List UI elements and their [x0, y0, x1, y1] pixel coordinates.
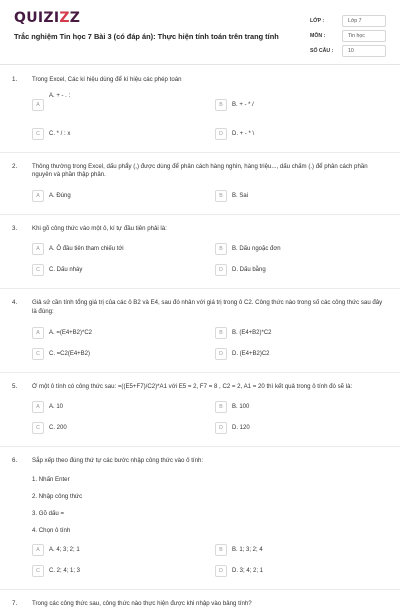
question-6 [0, 457, 400, 577]
option-a[interactable] [32, 190, 205, 202]
step-item: 3. Gõ dấu = [32, 509, 65, 517]
option-letter-box: A [32, 544, 44, 556]
question-number: 2. [12, 162, 18, 170]
option-letter-box: A [32, 243, 44, 255]
option-letter-box: C [32, 128, 44, 140]
option-letter-box: C [32, 348, 44, 360]
page-header [0, 0, 400, 64]
question-number: 7. [12, 599, 18, 607]
question-divider [0, 372, 400, 373]
option-letter-box: D [215, 348, 227, 360]
option-letter-box: B [215, 243, 227, 255]
meta-value-subject: Tin học [342, 30, 386, 42]
option-b[interactable] [215, 401, 388, 413]
option-text: D. Dấu bằng [232, 267, 266, 274]
question-7 [0, 600, 400, 608]
option-text: C. =C2(E4+B2) [49, 350, 91, 357]
document-title: Trắc nghiệm Tin học 7 Bài 3 (có đáp án): Thực hiện tính toán trên trang tính [14, 32, 279, 41]
question-divider [0, 288, 400, 289]
step-item: 4. Chọn ô tính [32, 526, 71, 534]
option-d[interactable] [215, 128, 388, 140]
option-letter-box: D [215, 565, 227, 577]
question-text: Thông thường trong Excel, dấu phẩy (,) được dùng để phân cách hàng nghìn, hàng triệu..., dấu chấm (.) để phân cách phần nguyên và phần thập phân. [32, 162, 368, 179]
option-c[interactable] [32, 264, 205, 276]
option-c[interactable] [32, 422, 205, 434]
option-text: C. * / : x [49, 130, 71, 137]
option-text: B. 100 [232, 404, 250, 411]
option-c[interactable] [32, 128, 205, 140]
question-3 [0, 225, 400, 277]
option-text: A. =(E4+B2)*C2 [49, 329, 93, 336]
option-letter-box: A [32, 190, 44, 202]
option-c[interactable] [32, 348, 205, 360]
option-text: C. 2; 4; 1; 3 [49, 567, 81, 574]
option-letter-box: A [32, 401, 44, 413]
option-text: A. 10 [49, 404, 64, 411]
step-item: 2. Nhập công thức [32, 492, 83, 500]
question-text: Khi gõ công thức vào một ô, kí tự đầu tiên phải là: [32, 224, 167, 232]
meta-value-count: 10 [342, 45, 386, 57]
question-list [0, 76, 400, 608]
logo-text-tail: Z [69, 10, 81, 26]
question-number: 4. [12, 299, 18, 307]
option-b[interactable] [215, 327, 388, 339]
option-text: D. 3; 4; 2; 1 [232, 567, 264, 574]
step-item: 1. Nhấn Enter [32, 475, 70, 483]
question-divider [0, 589, 400, 590]
option-letter-box: D [215, 422, 227, 434]
option-d[interactable] [215, 422, 388, 434]
option-text: B. Sai [232, 192, 249, 199]
option-d[interactable] [215, 264, 388, 276]
question-number: 6. [12, 457, 18, 465]
meta-panel [310, 13, 386, 58]
question-number: 5. [12, 382, 18, 390]
option-text: C. Dấu nháy [49, 267, 83, 274]
meta-label-subject: MÔN : [310, 32, 326, 39]
meta-row-count [310, 43, 386, 58]
question-text: Ở một ô tính có công thức sau: =((E5+F7)/C2)*A1 với E5 = 2, F7 = 8 , C2 = 2, A1 = 20 thì kết quả trong ô tính đó sẽ là: [32, 382, 353, 390]
meta-value-class: Lớp 7 [342, 15, 386, 27]
option-text: B. (E4+B2)*C2 [232, 329, 272, 336]
question-4 [0, 299, 400, 359]
meta-label-class: LỚP : [310, 17, 325, 24]
option-text: B. Dấu ngoặc đơn [232, 246, 281, 253]
option-letter-box: D [215, 128, 227, 140]
option-a[interactable] [32, 327, 205, 339]
option-letter-box: A [32, 99, 44, 111]
option-text: B. + - * / [232, 101, 254, 108]
option-text: D. 120 [232, 425, 250, 432]
question-number: 3. [12, 224, 18, 232]
option-letter-box: B [215, 190, 227, 202]
question-divider [0, 446, 400, 447]
logo-text-main: QUIZI [14, 10, 60, 26]
option-letter-box: D [215, 264, 227, 276]
question-text: Giả sử cần tính tổng giá trị của các ô B2 và E4, sau đó nhân với giá trị trong ô C2. Công thức nào trong số các công thức sau đây là đúng: [32, 299, 383, 315]
logo-text-accent: Z [59, 10, 70, 26]
meta-row-class [310, 13, 386, 28]
option-letter-box: C [32, 264, 44, 276]
option-a[interactable] [32, 401, 205, 413]
option-a[interactable] [32, 544, 205, 556]
question-1 [0, 76, 400, 140]
question-text: Trong Excel, Các kí hiệu dùng để kí hiệu các phép toán [32, 76, 182, 83]
question-2 [0, 163, 400, 202]
option-letter-box: B [215, 401, 227, 413]
option-b[interactable] [215, 99, 388, 111]
question-text: Trong các công thức sau, công thức nào thực hiện được khi nhập vào bảng tính? [32, 599, 252, 607]
option-letter-box: B [215, 99, 227, 111]
option-b[interactable] [215, 243, 388, 255]
question-5 [0, 383, 400, 435]
option-d[interactable] [215, 348, 388, 360]
option-letter-box: B [215, 327, 227, 339]
option-text: A. Ô đầu tiên tham chiếu tới [49, 246, 124, 253]
option-text: C. 200 [49, 425, 67, 432]
option-text: A. 4; 3; 2; 1 [49, 546, 80, 553]
question-number: 1. [12, 76, 18, 83]
quizizz-logo [14, 10, 80, 26]
option-text: A. + - . : [49, 92, 71, 99]
question-divider [0, 152, 400, 153]
meta-row-subject [310, 28, 386, 43]
option-a[interactable] [32, 92, 205, 111]
option-letter-box: A [32, 327, 44, 339]
question-divider [0, 214, 400, 215]
option-d[interactable] [215, 565, 388, 577]
option-text: A. Đúng [49, 192, 71, 199]
option-letter-box: C [32, 422, 44, 434]
question-text: Sắp xếp theo đúng thứ tự các bước nhập công thức vào ô tính: [32, 457, 204, 465]
option-b[interactable] [215, 544, 388, 556]
header-divider [0, 64, 400, 65]
option-text: D. (E4+B2)C2 [232, 350, 270, 357]
option-text: D. + - * \ [232, 130, 255, 137]
option-a[interactable] [32, 243, 205, 255]
option-c[interactable] [32, 565, 205, 577]
option-text: B. 1; 3; 2; 4 [232, 546, 263, 553]
option-b[interactable] [215, 190, 388, 202]
option-letter-box: B [215, 544, 227, 556]
meta-label-count: SỐ CÂU : [310, 47, 334, 54]
option-letter-box: C [32, 565, 44, 577]
